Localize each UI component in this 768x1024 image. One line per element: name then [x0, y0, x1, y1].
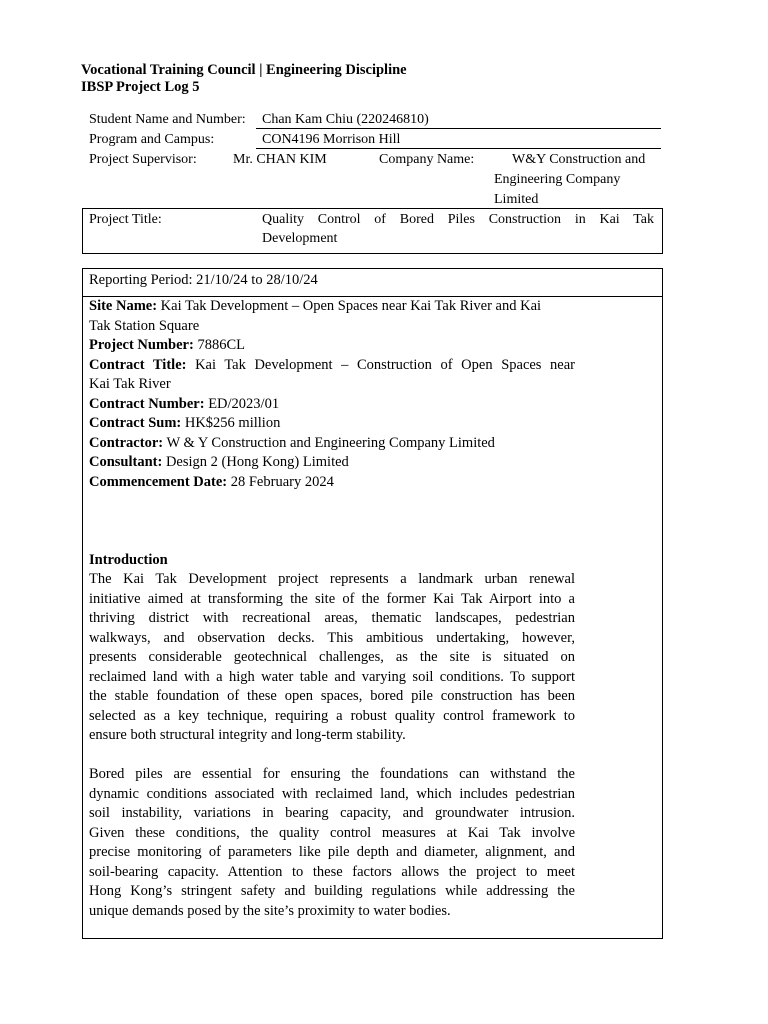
contract-title-label: Contract Title:: [89, 356, 187, 373]
contractor-label: Contractor:: [89, 434, 164, 451]
contract-number-value: ED/2023/01: [204, 395, 280, 412]
paragraph-line: presents considerable geotechnical challenges, as the site is situated on: [89, 649, 575, 665]
student-label: Student Name and Number:: [89, 112, 246, 127]
project-number-value: 7886CL: [193, 337, 245, 353]
project-title-line1: Quality Control of Bored Piles Construction in Kai Tak: [262, 212, 654, 227]
paragraph-line: initiative aimed at transforming the site of the former Kai Tak Airport into a: [89, 590, 575, 607]
project-number-row: [89, 336, 575, 356]
paragraph-line: dynamic conditions associated with reclaimed land, which includes pedestrian: [89, 785, 575, 802]
project-title-line2: Development: [262, 231, 338, 246]
site-name-label: Site Name:: [89, 298, 158, 314]
contract-sum-label: Contract Sum:: [89, 415, 182, 431]
program-label: Program and Campus:: [89, 132, 215, 147]
document-subtitle: IBSP Project Log 5: [81, 79, 200, 95]
introduction-heading: Introduction: [89, 551, 168, 568]
paragraph-line: thriving district with recreational areas, thematic landscapes, pedestrian: [89, 610, 575, 626]
supervisor-label: Project Supervisor:: [89, 152, 197, 167]
commencement-value: 28 February 2024: [227, 473, 334, 490]
company-value-line3: Limited: [494, 192, 539, 207]
student-underline: [256, 128, 661, 129]
paragraph-line: ensure both structural integrity and long-term stability.: [89, 727, 406, 743]
reporting-period: Reporting Period: 21/10/24 to 28/10/24: [89, 272, 318, 288]
company-value-line1: W&Y Construction and: [512, 152, 646, 167]
commencement-row: [89, 473, 575, 493]
project-title-label: Project Title:: [89, 212, 162, 227]
company-label: Company Name:: [379, 152, 475, 167]
contractor-row: [89, 434, 575, 454]
contract-title-line2: Kai Tak River: [89, 376, 171, 392]
project-number-label: Project Number:: [89, 337, 194, 353]
paragraph-line: Bored piles are essential for ensuring the foundations can withstand the: [89, 766, 575, 782]
paragraph-line: The Kai Tak Development project represents a landmark urban renewal: [89, 571, 575, 587]
consultant-label: Consultant:: [89, 454, 163, 470]
program-value: CON4196 Morrison Hill: [262, 132, 401, 147]
document-title: Vocational Training Council | Engineering Discipline: [81, 62, 407, 78]
student-value: Chan Kam Chiu (220246810): [262, 112, 429, 127]
contract-sum-row: [89, 414, 575, 434]
site-name-line2: Tak Station Square: [89, 317, 200, 334]
contractor-value: W & Y Construction and Engineering Company Limited: [163, 434, 495, 451]
paragraph-line: walkways, and observation decks. This ambitious undertaking, however,: [89, 629, 575, 646]
contract-number-label: Contract Number:: [89, 395, 205, 412]
company-value-line2: Engineering Company: [494, 172, 621, 187]
paragraph-line: the stable foundation of these open spaces, bored pile construction has been: [89, 688, 575, 704]
paragraph-line: reclaimed land with a high water table and varying soil conditions. To support: [89, 668, 575, 685]
paragraph-line: selected as a key technique, requiring a robust quality control framework to: [89, 707, 575, 724]
paragraph-line: soil-bearing capacity. Attention to these factors allows the project to meet: [89, 863, 575, 880]
paragraph-line: soil instability, variations in bearing capacity, and groundwater intrusion.: [89, 805, 575, 821]
supervisor-value: Mr. CHAN KIM: [233, 152, 327, 167]
contract-title-value: Kai Tak Development – Construction of Open Spaces near: [186, 356, 575, 373]
site-name-line1: [89, 297, 575, 317]
paragraph-line: precise monitoring of parameters like pile depth and diameter, alignment, and: [89, 844, 575, 860]
consultant-row: [89, 453, 575, 473]
contract-number-row: [89, 395, 575, 415]
paragraph-line: Given these conditions, the quality control measures at Kai Tak involve: [89, 824, 575, 841]
program-underline: [256, 148, 661, 149]
contract-sum-value: HK$256 million: [181, 415, 281, 431]
commencement-label: Commencement Date:: [89, 473, 228, 490]
paragraph-line: unique demands posed by the site’s proximity to water bodies.: [89, 902, 451, 919]
contract-title-line1: [89, 356, 575, 376]
paragraph-line: Hong Kong’s stringent safety and building regulations while addressing the: [89, 883, 575, 899]
consultant-value: Design 2 (Hong Kong) Limited: [162, 454, 349, 470]
site-name-value: Kai Tak Development – Open Spaces near Kai Tak River and Kai: [157, 298, 542, 314]
